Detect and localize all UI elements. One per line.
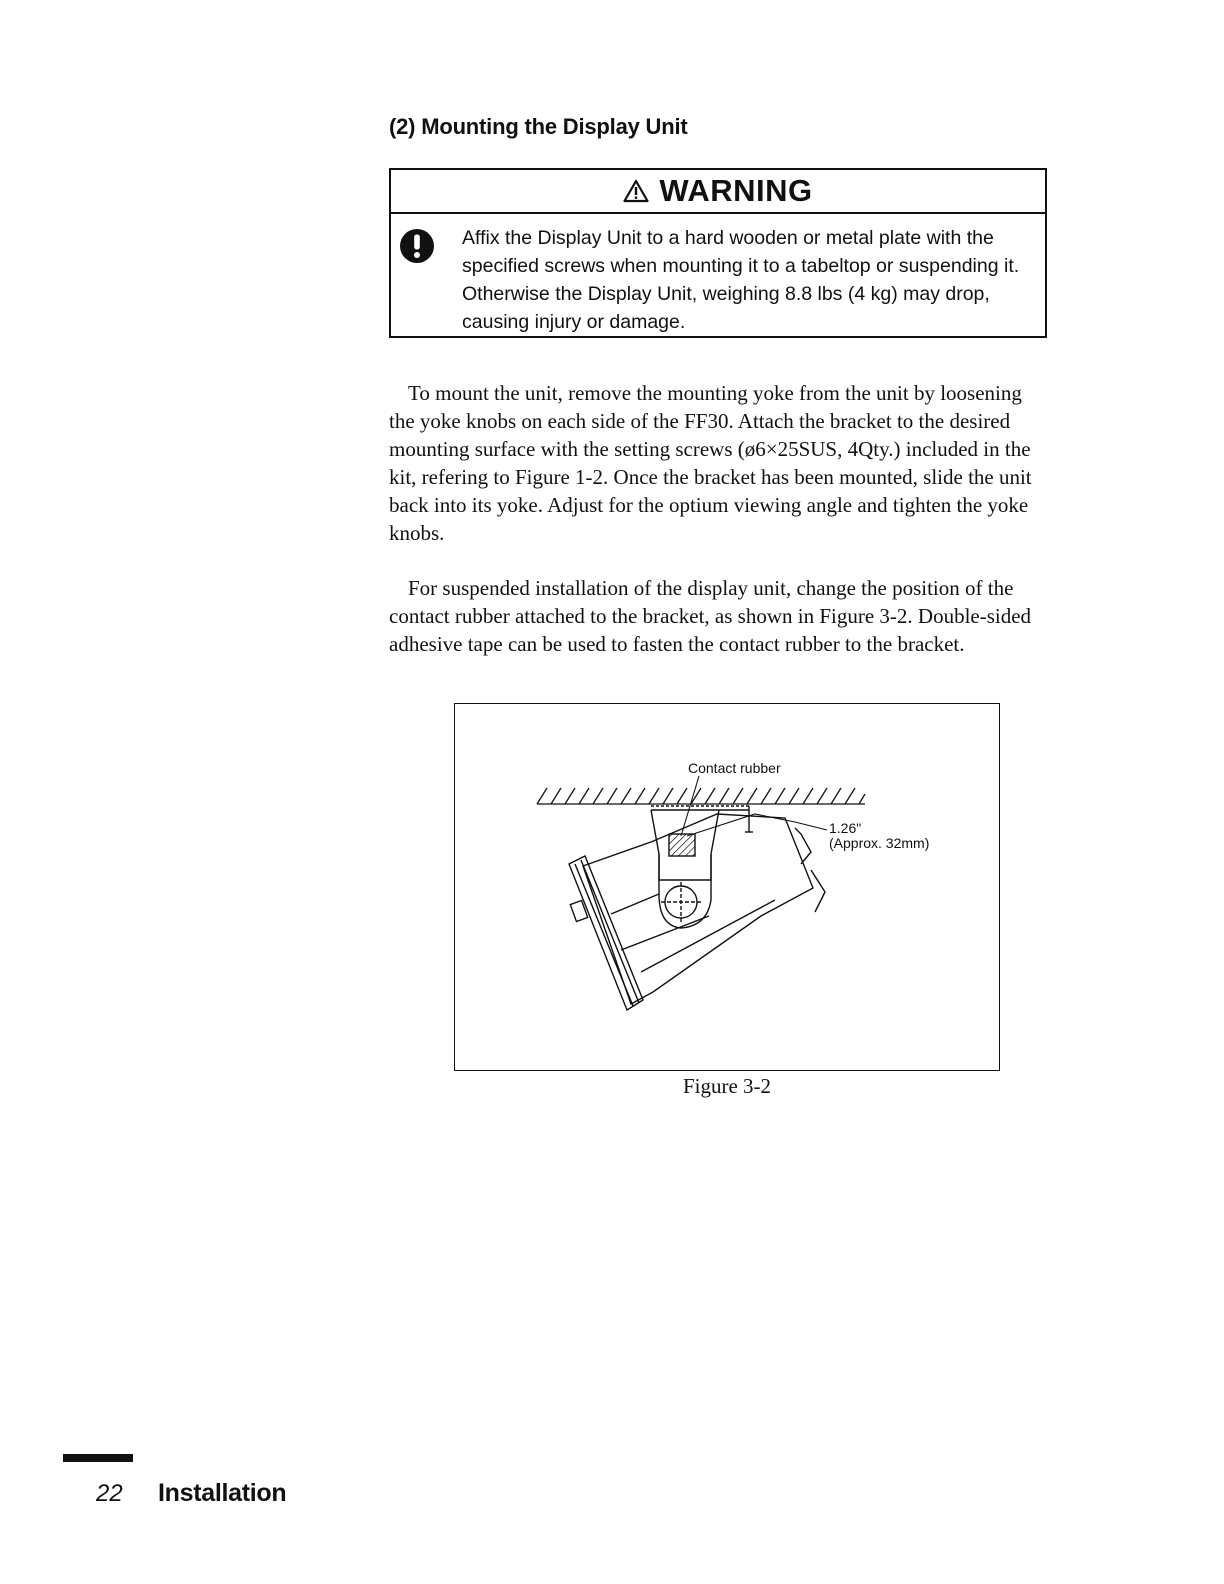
mandatory-action-icon — [399, 228, 435, 264]
warning-title: WARNING — [659, 173, 813, 208]
warning-triangle-icon — [623, 179, 649, 203]
warning-header — [391, 170, 1045, 214]
warning-text: Affix the Display Unit to a hard wooden or metal plate with the specified screws when mounting it to a tabeltop or suspending it. Otherwise the Display Unit, weighing 8.8 lbs (4 kg) may drop, causing injury or damage. — [462, 227, 1020, 333]
body-paragraph: To mount the unit, remove the mounting yoke from the unit by loosening the yoke knobs on each side of the FF30. Attach the bracket to the desired mounting surface with the setting screws (ø6×25SUS, 4Qty.) included in the kit, refering to Figure 1-2. Once the bracket has been mounted, slide the unit back into its yoke. Adjust for the optium viewing angle and tighten the yoke knobs. — [389, 381, 1032, 545]
yoke-arm — [659, 854, 711, 928]
footer-rule — [63, 1454, 133, 1462]
contact-rubber-label: Contact rubber — [688, 760, 781, 776]
ceiling-hatch — [537, 788, 865, 804]
warning-box — [389, 168, 1047, 338]
dimension-label: 1.26" — [829, 820, 862, 836]
body-paragraph: For suspended installation of the display unit, change the position of the contact rubber attached to the bracket, as shown in Figure 3-2. Double-sided adhesive tape can be used to fasten the contact rubber to the bracket. — [389, 576, 1032, 656]
contact-rubber — [669, 834, 695, 856]
page-number: 22 — [96, 1480, 123, 1507]
dimension-metric-label: (Approx. 32mm) — [829, 835, 930, 851]
section-heading: (2) Mounting the Display Unit — [389, 114, 688, 139]
bracket — [651, 806, 753, 880]
display-unit-body — [583, 814, 825, 1004]
footer-section-title: Installation — [158, 1479, 287, 1507]
warning-body — [391, 214, 1045, 336]
figure-frame — [454, 703, 1000, 1071]
figure-caption: Figure 3-2 — [682, 1074, 772, 1098]
